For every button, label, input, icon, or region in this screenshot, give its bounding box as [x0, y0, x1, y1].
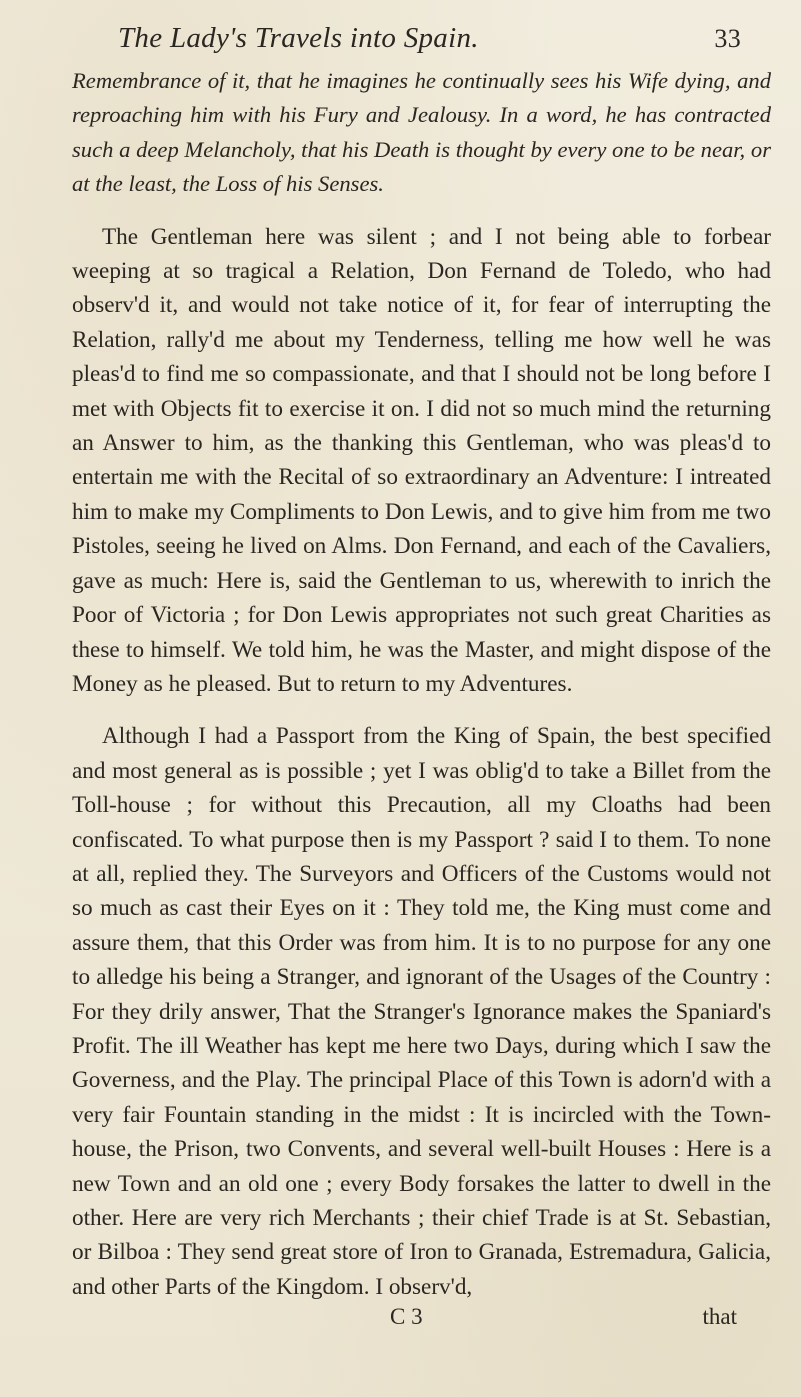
paragraph-passport: Although I had a Passport from the King of Spain, the best specified and most general as is possible ; yet I was oblig'd to take a Billet from the Toll-house ; for without this Precaution, all my Cloaths had been confiscated. To what purpose then is my Passport ? said I to them. To none at all, replied they. The Surveyors and Officers of the Customs would not so much as cast their Eyes on it : They told me, the King must come and assure them, that this Order was from him. It is to no purpose for any one to alledge his being a Stranger, and ignorant of the Usages of the Country : For they drily answer, That the Stranger's Ignorance makes the Spaniard's Profit. The ill Weather has kept me here two Days, during which I saw the Governess, and the Play. The principal Place of this Town is adorn'd with a very fair Fountain standing in the midst : It is incircled with the Town-house, the Prison, two Convents, and several well-built Houses : Here is a new Town and an old one ; every Body forsakes the latter to dwell in the other. Here are very rich Merchants ; their chief Trade is at St. Sebastian, or Bilboa : They send great store of Iron to Granada, Estremadura, Galicia, and other Parts of the Kingdom. I observ'd, — [72, 723, 771, 1300]
running-head — [72, 22, 771, 64]
running-title: The Lady's Travels into Spain. — [118, 22, 479, 54]
paragraph-continuation: Remembrance of it, that he imagines he continually sees his Wife dying, and reproaching him with his Fury and Jealousy. In a word, he has contracted such a deep Melancholy, that his Death is thought by every one to be near, or at the least, the Loss of his Senses. — [72, 68, 771, 197]
page-number: 33 — [714, 24, 741, 53]
page-footer — [72, 1304, 771, 1338]
paragraph-gentleman-silent: The Gentleman here was silent ; and I not being able to forbear weeping at so tragical a Relation, Don Fernand de Toledo, who had observ'd it, and would not take notice of it, for fear of interrupting the Relation, rally'd me about my Tenderness, telling me how well he was pleas'd to find me so compassionate, and that I should not be long before I met with Objects fit to exercise it on. I did not so much mind the returning an Answer to him, as the thanking this Gentleman, who was pleas'd to entertain me with the Recital of so extraordinary an Adventure: I intreated him to make my Compliments to Don Lewis, and to give him from me two Pistoles, seeing he lived on Alms. Don Fernand, and each of the Cavaliers, gave as much: Here is, said the Gentleman to us, wherewith to inrich the Poor of Victoria ; for Don Lewis appropriates not such great Charities as these to himself. We told him, he was the Master, and might dispose of the Money as he pleased. But to return to my Adventures. — [72, 223, 771, 697]
paragraph-gap — [72, 701, 771, 719]
signature-mark: C 3 — [390, 1304, 423, 1330]
catchword: that — [702, 1304, 737, 1330]
paragraph-gap — [72, 202, 771, 220]
